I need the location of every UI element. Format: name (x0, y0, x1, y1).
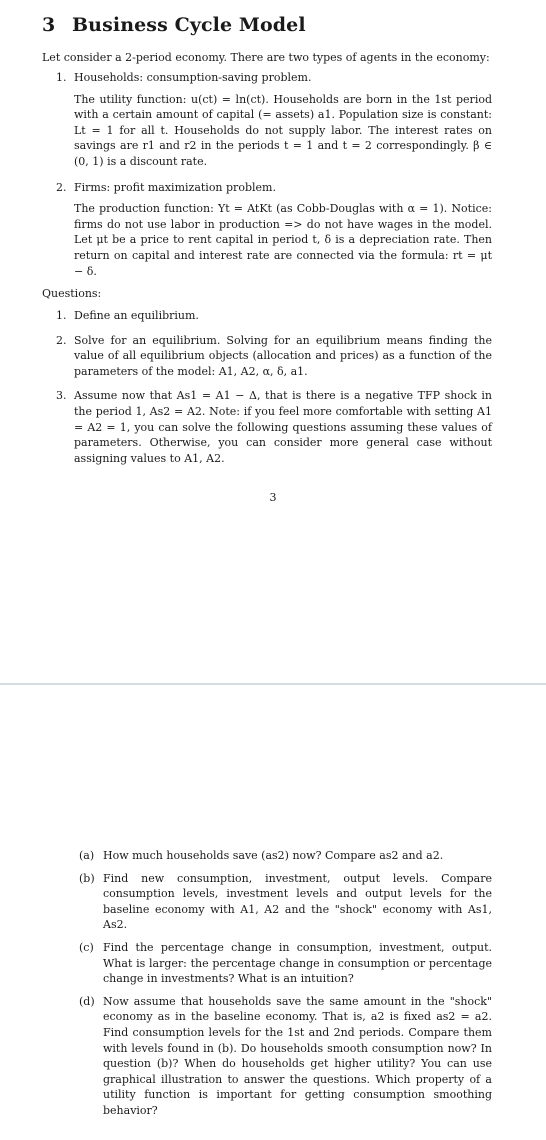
list-marker: (a) (79, 849, 95, 862)
agent-item-households (56, 70, 492, 170)
questions-label: Questions: (42, 287, 102, 300)
list-marker: 2. (56, 180, 67, 194)
agents-list (56, 70, 492, 279)
question-text: Define an equilibrium. (74, 309, 199, 322)
question-text: Solve for an equilibrium. Solving for an equilibrium means finding the value of all equilibrium objects (allocation and prices) as a function of the parameters of the model: A1, A2, α, δ, a1. (74, 333, 492, 378)
list-marker: 2. (56, 333, 67, 347)
page-number: 3 (269, 491, 277, 504)
question-item (56, 333, 492, 380)
subquestions-list (79, 848, 492, 1119)
subquestion-text: Find new consumption, investment, output levels. Compare consumption levels, investment levels and output levels for the baseline economy with A1, A2 and the "shock" economy with As1, As2. (103, 871, 492, 932)
page-2 (0, 685, 546, 1140)
subquestion-item (79, 848, 492, 864)
question-item (56, 388, 492, 466)
question-text: Assume now that As1 = A1 − Δ, that is there is a negative TFP shock in the period 1, As2 = A2. Note: if you feel more comfortable with setting A1 = A2 = 1, you can solve the following questions assuming these values of parameters. Otherwise, you can consider more general case without assigning values to A1, A2. (74, 389, 492, 465)
subquestion-item (79, 940, 492, 987)
agent-text: The production function: Yt = AtKt (as Cobb-Douglas with α = 1). Notice: firms do not use labor in production => do not have wages in the model. Let μt be a price to rent capital in period t, δ is a depreciation rate. Then return on capital and interest rate are connected via the formula: rt = μt − δ. (74, 202, 492, 278)
subquestion-item (79, 994, 492, 1119)
agent-heading: Households: consumption-saving problem. (74, 71, 312, 84)
section-heading (42, 14, 306, 36)
list-marker: 3. (56, 389, 67, 403)
list-marker: (b) (79, 871, 95, 885)
subquestion-item (79, 871, 492, 933)
agent-item-firms (56, 180, 492, 280)
agent-text: The utility function: u(ct) = ln(ct). Households are born in the 1st period with a certain amount of capital (= assets) a1. Population size is constant: Lt = 1 for all t. Households do not supply labor. The interest rates on savings are r1 and r2 in the periods t = 1 and t = 2 correspondingly. β ∈ (0, 1) is a discount rate. (74, 92, 492, 168)
subquestion-text: Find the percentage change in consumption, investment, output. What is larger: the percentage change in consumption or percentage change in investments? What is an intuition? (103, 940, 492, 986)
agent-heading: Firms: profit maximization problem. (74, 180, 276, 194)
list-marker: 1. (56, 71, 67, 84)
intro-text: Let consider a 2-period economy. There are two types of agents in the economy: (42, 51, 490, 64)
subquestion-text: How much households save (as2) now? Compare as2 and a2. (103, 849, 444, 862)
list-marker: 1. (56, 309, 67, 322)
subquestion-text: Now assume that households save the same amount in the "shock" economy as in the baseline economy. That is, a2 is fixed as2 = a2. Find consumption levels for the 1st and 2nd periods. Compare them with levels found in (b). Do households smooth consumption now? In question (b)? When do households get higher utility? You can use graphical illustration to answer the questions. Which property of a utility function is important for getting consumption smoothing behavior? (103, 994, 492, 1117)
list-marker: (c) (79, 940, 94, 954)
question-item (56, 308, 492, 324)
section-number: 3 (42, 14, 56, 36)
section-title: Business Cycle Model (72, 14, 306, 36)
questions-list (56, 308, 492, 466)
list-marker: (d) (79, 994, 95, 1008)
